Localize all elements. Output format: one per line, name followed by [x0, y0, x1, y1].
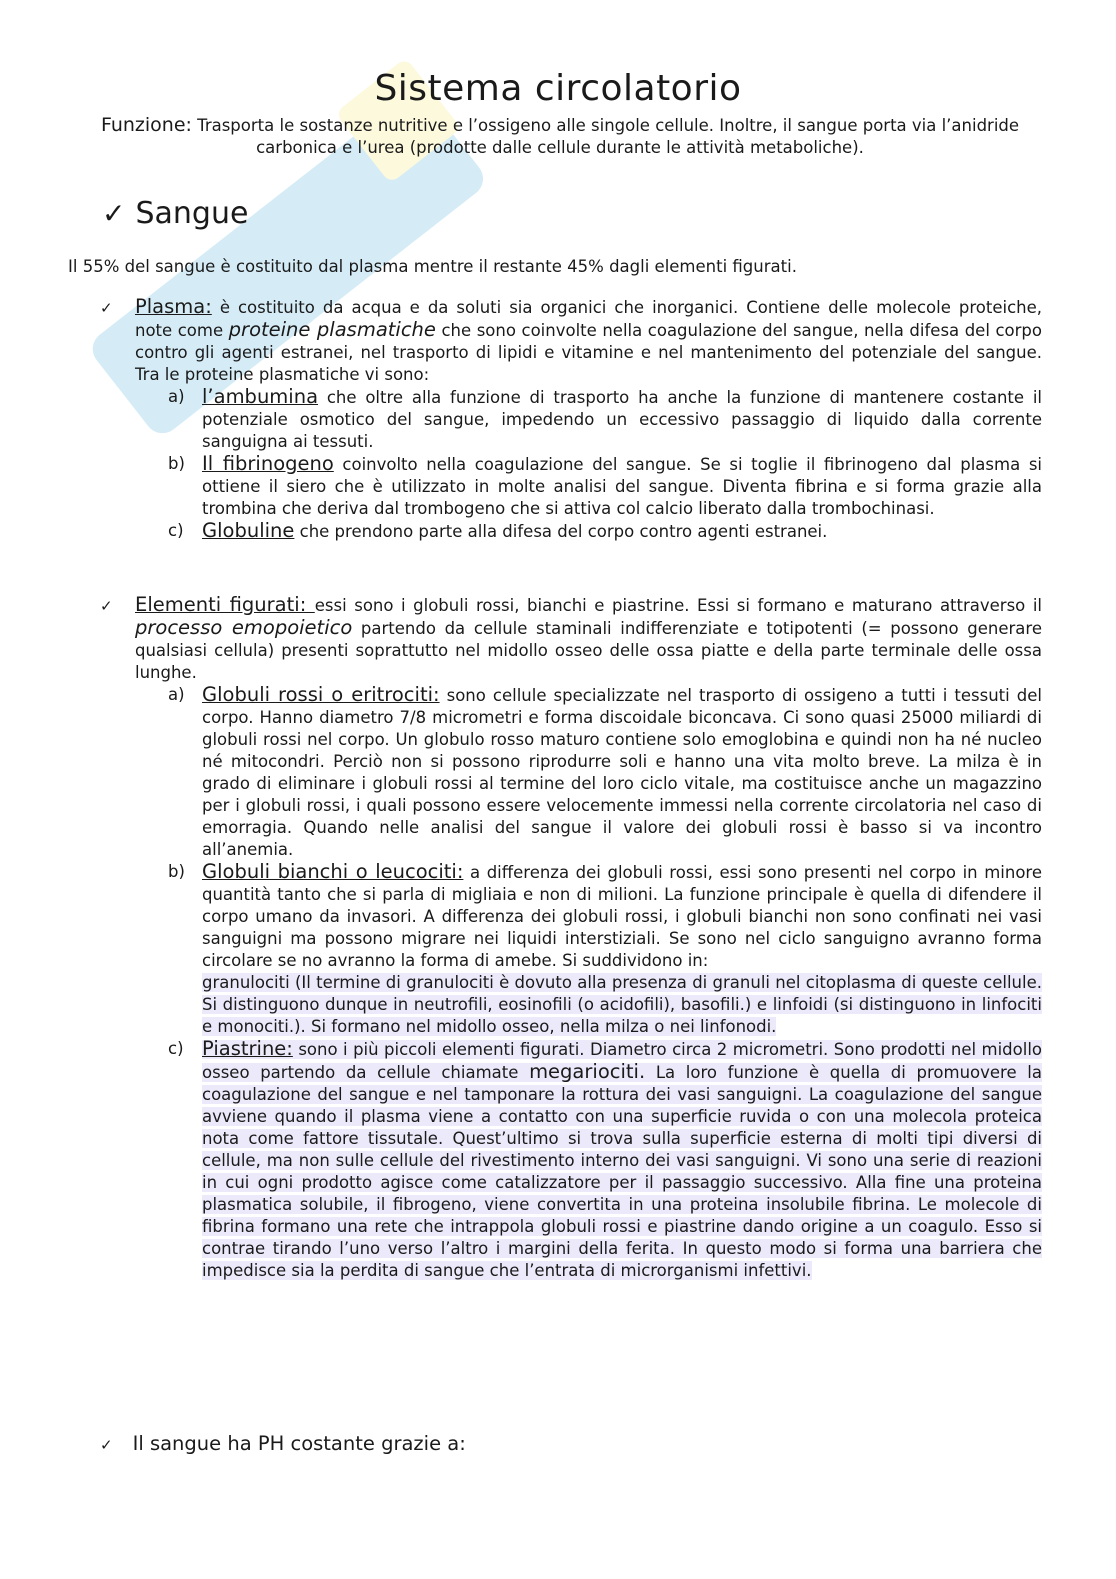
elementi-label: Elementi figurati:	[135, 593, 315, 616]
list-text: sono cellule specializzate nel trasporto di ossigeno a tutti i tessuti del corpo. Hanno diametro 7/8 micrometri e forma discoidale biconcava. Ci sono quasi 25000 miliardi di globuli rossi nel corpo. Un globulo rosso maturo contiene solo emoglobina e quindi non ha né nucleo né mitocondri. Perciò non si possono riprodurre soli e hanno una vita molto breve. La milza è in grado di eliminare i globuli rossi al termine del loro ciclo vitale, ma costituisce anche un magazzino per i globuli rossi, i quali possono essere velocemente immessi nella corrente circolatoria nel caso di emorragia. Quando nelle analisi del sangue il valore dei globuli rossi è basso si va incontro all’anemia.	[202, 686, 1042, 859]
list-item	[135, 520, 1042, 543]
elementi-text-a: essi sono i globuli rossi, bianchi e piastrine. Essi si formano e maturano attraverso il	[314, 596, 1042, 615]
list-term: Globuli bianchi o leucociti:	[202, 860, 464, 883]
list-term: Globuli rossi o eritrociti:	[202, 683, 440, 706]
highlighted-text: granulociti (Il termine di granulociti è dovuto alla presenza di granuli nel citoplasma di queste cellule. Si distinguono dunque in neutrofili, eosinofili (o acidofili), basofili.) e linfoidi (si distinguono in linfociti e monociti.). Si formano nel midollo osseo, nella milza o nei linfonodi.	[202, 973, 1042, 1036]
list-text: che prendono parte alla difesa del corpo contro agenti estranei.	[294, 522, 828, 541]
plasma-block	[100, 296, 1042, 543]
list-marker: b)	[168, 454, 185, 473]
list-text: che oltre alla funzione di trasporto ha anche la funzione di mantenere costante il potenziale osmotico del sangue, impedendo un eccessivo passaggio di liquido dalla corrente sanguigna ai tessuti.	[202, 388, 1042, 451]
list-text: a differenza dei globuli rossi, essi sono presenti nel corpo in minore quantità tanto che si parla di migliaia e non di milioni. La funzione principale è quella di difendere il corpo umano da invasori. A differenza dei globuli rossi, i globuli bianchi non sono confinati nei vasi sanguigni ma possono migrare nei liquidi interstiziali. Se sono nel ciclo sanguigno avranno forma circolare se no avranno la forma di amebe. Si suddividono in:	[202, 863, 1042, 970]
checkmark-icon: ✓	[100, 597, 113, 615]
list-term: l’ambumina	[202, 385, 319, 408]
list-term: Piastrine:	[202, 1037, 293, 1060]
list-text-big: megariociti.	[529, 1060, 646, 1083]
list-marker: a)	[168, 387, 185, 406]
list-marker: c)	[168, 1039, 184, 1058]
list-text: coinvolto nella coagulazione del sangue. Se si toglie il fibrinogeno dal plasma si ottiene il siero che è utilizzato in molte analisi del sangue. Diventa fibrina e si forma grazie alla trombina che deriva dal trombogeno che si attiva col calcio liberato dalla trombochinasi.	[202, 455, 1042, 518]
plasma-paragraph	[135, 296, 1042, 386]
list-marker: c)	[168, 521, 184, 540]
list-item	[135, 453, 1042, 520]
checkmark-icon: ✓	[102, 197, 126, 230]
checkmark-icon: ✓	[100, 1436, 113, 1454]
checkmark-icon: ✓	[100, 299, 113, 317]
list-term: Il fibrinogeno	[202, 452, 334, 475]
plasma-text-b: che sono coinvolte nella coagulazione del sangue, nella difesa del corpo contro gli agenti estranei, nel trasporto di lipidi e vitamine e nel mantenimento del potenziale del sangue. Tra le proteine plasmatiche vi sono:	[135, 321, 1042, 384]
funzione-paragraph	[80, 114, 1040, 159]
highlighted-text	[202, 1037, 1042, 1280]
list-marker: a)	[168, 685, 185, 704]
list-term: Globuline	[202, 519, 295, 542]
list-item-piastrine	[135, 1038, 1042, 1282]
list-text-b: La loro funzione è quella di promuovere la coagulazione del sangue e nel tamponare la rottura dei vasi sanguigni. La coagulazione del sangue avviene quando il plasma viene a contatto con una superficie ruvida o con una molecola proteica nota come fattore tissutale. Quest’ultimo si trova sulla superficie esterna di molti tipi diversi di cellule, ma non sulle cellule del rivestimento interno dei vasi sanguigni. Vi sono una serie di reazioni in cui ogni prodotto agisce come catalizzatore per il passaggio successivo. Alla fine una proteina plasmatica solubile, il fibrogeno, viene convertita in una proteina insolubile fibrina. Le molecole di fibrina formano una rete che intrappola globuli rossi e piastrine dando origine a un coagulo. Esso si contrae tirando l’uno verso l’altro i margini della ferita. In questo modo si forma una barriera che impedisce sia la perdita di sangue che l’entrata di microrganismi infettivi.	[202, 1063, 1042, 1280]
plasma-italic: proteine plasmatiche	[228, 318, 436, 341]
funzione-label: Funzione:	[100, 114, 192, 136]
list-item	[135, 386, 1042, 453]
ph-text: Il sangue ha PH costante grazie a:	[132, 1432, 466, 1455]
list-item-globuli-bianchi	[135, 861, 1042, 1038]
elementi-paragraph	[135, 594, 1042, 684]
elementi-italic: processo emopoietico	[135, 616, 353, 639]
plasma-text-a: è costituito da acqua e da soluti sia organici che inorganici. Contiene delle molecole proteiche, note come	[135, 298, 1042, 340]
list-marker: b)	[168, 862, 185, 881]
ph-heading	[100, 1432, 466, 1455]
section-heading-sangue	[102, 196, 248, 231]
elementi-text-b: partendo da cellule staminali indifferenziate e totipotenti (= possono generare qualsiasi cellula) presenti soprattutto nel midollo osseo delle ossa piatte e della parte terminale delle ossa lunghe.	[135, 619, 1042, 682]
elementi-block	[100, 594, 1042, 1282]
list-item-globuli-rossi	[135, 684, 1042, 861]
list-text-a: sono i più piccoli elementi figurati. Diametro circa 2 micrometri. Sono prodotti nel midollo osseo partendo da cellule chiamate	[202, 1040, 1042, 1082]
plasma-label: Plasma:	[135, 295, 212, 318]
funzione-text: Trasporta le sostanze nutritive e l’ossigeno alle singole cellule. Inoltre, il sangue porta via l’anidride carbonica e l’urea (prodotte dalle cellule durante le attività metaboliche).	[191, 116, 1020, 157]
sangue-intro: Il 55% del sangue è costituito dal plasma mentre il restante 45% dagli elementi figurati.	[68, 257, 797, 276]
page-title: Sistema circolatorio	[374, 68, 742, 109]
section-title: Sangue	[135, 196, 249, 231]
